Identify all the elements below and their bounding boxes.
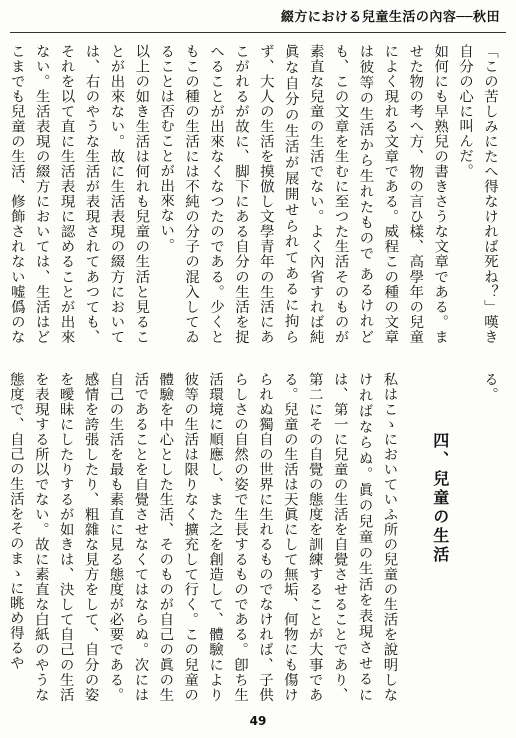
- header-rule: [10, 32, 506, 33]
- body-paragraph: 私はこゝにおいていふ所の兒童の生活を說明しなければならぬ。眞の兒童の生活を表現させるには、第一に兒童の生活を自覺させることであり、第二にその自覺の態度を訓練することが大事である。兒童の生活は天眞にして無垢、何物にも傷けられぬ獨自の世界に生れるものでなければ、子供らしさの自然の姿で生長するものである。卽ち生活環境に順應し、また之を創造して、體驗により彼等の生活は限りなく擴充して行く。この兒童の體驗を中心とした生活、そのものが自己の眞の生活であることを自覺させなくてはならぬ。次には自己の生活を最も素直に見る態度が必要である。感情を誇張したり、粗雜な見方をして、自分の姿を曖昧にしたりするが如きは、決して自己の生活を表現する所以でない。故に素直な白紙のやうな態度で、自己の生活をそのまゝに眺め得るや: [7, 372, 398, 702]
- trailing-text: る。: [482, 372, 498, 402]
- section-heading: 四、兒童の生活: [430, 432, 450, 565]
- quote-paragraph: 「この苦しみにたへ得なければ死ね？」嘆き自分の心に叫んだ。: [457, 44, 498, 344]
- lower-text-block: [7, 372, 502, 702]
- running-head: 綴方における兒童生活の內容──秋田: [280, 10, 500, 25]
- body-paragraph: 如何にも早熟兒の書きさうな文章である。ませた物の考へ方、物の言ひ樣、高學年の兒童によく現れる文章である。威程この種の文章は彼等の生活から生れたもので あるけれども、この文章を生むに至つた生活そのものが素直な兒童の生活でない。よく內省すれば純眞な自分の生活が展開せられてあるに拘らず、大人の生活を摸倣し文學青年の生活にあこがれるが故に、脚下にある自分の生活を捉へることが出來なくなつたのである。少くともこの種の生活には不純の分子の混入してゐることは否むことが出來ない。: [158, 44, 449, 344]
- upper-text-block: [8, 44, 502, 344]
- page-number: 49: [249, 714, 267, 728]
- body-paragraph: 以上の如き生活は何れも兒童の生活と見ることが出來ない。故に生活表現の綴方においては、右のやうな生活が表現されてあつても、それを以て直に生活表現に認めることが出來ない。生活表現の綴方においては、生活はどこまでも兒童の生活、修飾されない嘘僞のな: [8, 44, 150, 344]
